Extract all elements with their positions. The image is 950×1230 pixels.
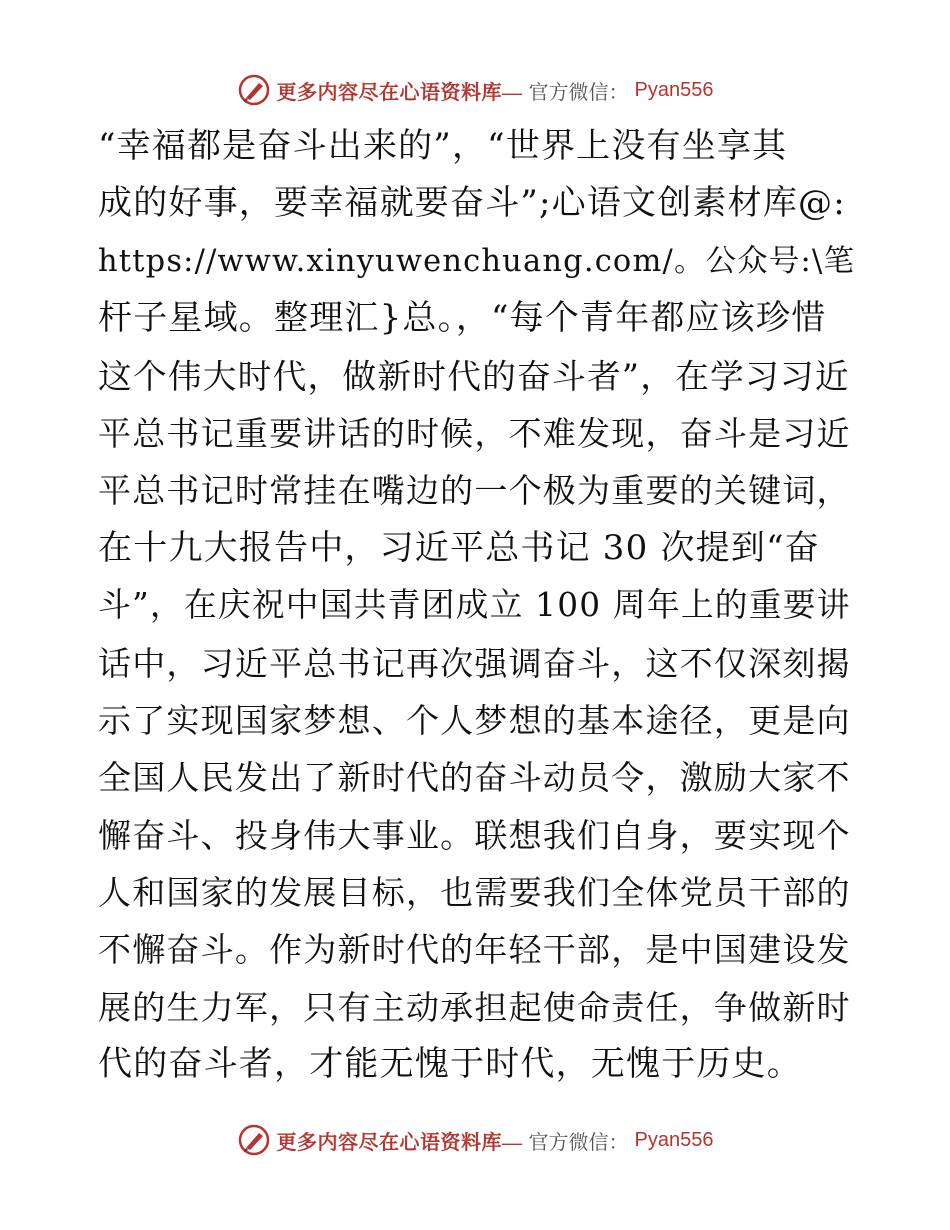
body-line: “幸福都是奋斗出来的”，“世界上没有坐享其	[98, 126, 788, 166]
body-line: 不懈奋斗。作为新时代的年轻干部，是中国建设发	[98, 930, 851, 970]
body-line: 全国人民发出了新时代的奋斗动员令，激励大家不	[98, 758, 851, 798]
banner-wechat-label: 官方微信：	[528, 81, 629, 104]
banner-wechat-id: Pyan556	[634, 78, 714, 101]
header-watermark-banner	[0, 70, 950, 110]
body-line: 成的好事，要幸福就要奋斗”;心语文创素材库@:	[98, 183, 846, 224]
banner-wechat-label: 官方微信：	[528, 1131, 629, 1154]
body-line: 这个伟大时代，做新时代的奋斗者”，在学习习近	[98, 356, 850, 396]
article-body	[98, 118, 856, 1094]
body-line: 人和国家的发展目标，也需要我们全体党员干部的	[98, 873, 851, 913]
body-line: 杆子星域。整理汇}总。，“每个青年都应该珍惜	[98, 298, 827, 339]
banner-wechat-id: Pyan556	[634, 1128, 714, 1151]
footer-watermark-banner	[0, 1120, 950, 1160]
pen-logo-icon	[237, 73, 271, 107]
body-line: 话中，习近平总书记再次强调奋斗，这不仅深刻揭	[98, 643, 851, 683]
body-line: 在十九大报告中，习近平总书记 30 次提到“奋	[98, 527, 820, 568]
body-line: 示了实现国家梦想、个人梦想的基本途径，更是向	[98, 700, 851, 740]
body-line: 懈奋斗、投身伟大事业。联想我们自身，要实现个	[98, 815, 851, 855]
body-line: 平总书记重要讲话的时候，不难发现，奋斗是习近	[98, 413, 851, 453]
banner-text: 更多内容尽在心语资料库—	[276, 1131, 523, 1154]
body-line: https://www.xinyuwenchuang.com/。公众号:\笔	[98, 243, 856, 279]
body-line: 展的生力军，只有主动承担起使命责任，争做新时	[98, 987, 851, 1027]
banner-text: 更多内容尽在心语资料库—	[276, 81, 523, 104]
body-line: 斗”，在庆祝中国共青团成立 100 周年上的重要讲	[98, 586, 851, 625]
pen-logo-icon	[237, 1123, 271, 1157]
body-line: 代的奋斗者，才能无愧于时代，无愧于历史。	[98, 1044, 802, 1085]
body-line: 平总书记时常挂在嘴边的一个极为重要的关键词，	[98, 471, 851, 511]
